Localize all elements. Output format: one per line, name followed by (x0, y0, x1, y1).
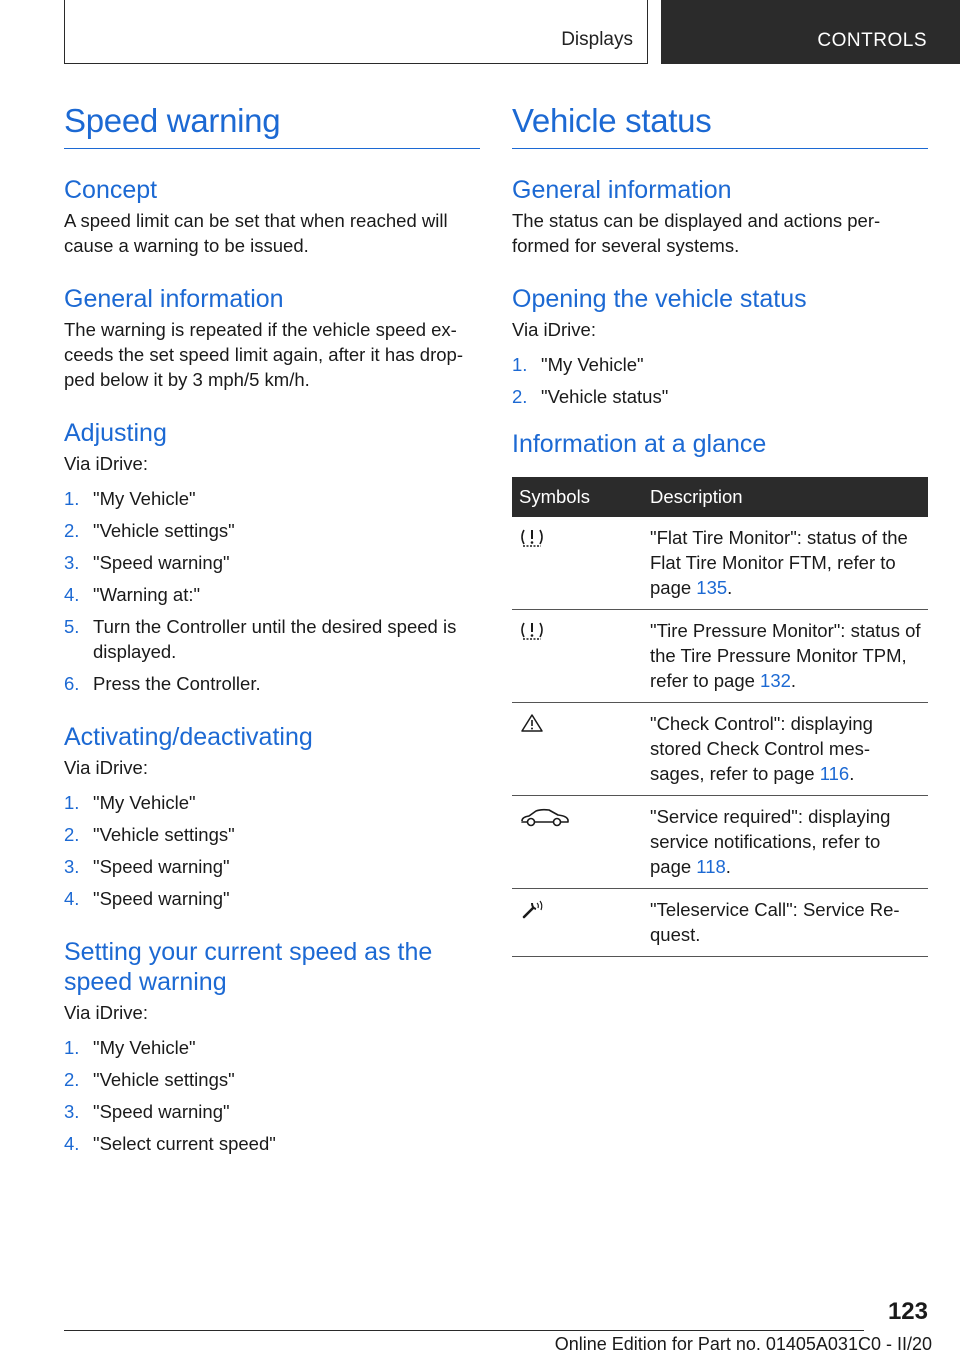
step-text: "My Vehicle" (93, 488, 196, 509)
step-text: "Speed warning" (93, 1101, 230, 1122)
step-text: "Speed warning" (93, 552, 230, 573)
footer-edition: Online Edition for Part no. 01405A031C0 - II/20 (554, 1334, 932, 1354)
activating-heading: Activating/deactivating (64, 723, 313, 751)
description-end: . (849, 763, 855, 784)
page-link[interactable]: 118 (696, 856, 726, 877)
table-row (512, 796, 928, 889)
list-item (64, 518, 480, 543)
list-item (64, 886, 480, 911)
list-item (64, 1131, 480, 1156)
general-info-text: The warning is repeated if the vehicle speed ex-ceeds the set speed limit again, after it has drop-ped below it by 3 mph/5 km/h. (64, 319, 463, 390)
description-end: . (725, 856, 731, 877)
step-text: "Vehicle settings" (93, 1069, 235, 1090)
page-number: 123 (887, 1298, 928, 1325)
description-end: . (790, 670, 797, 691)
current-speed-intro: Via iDrive: (64, 1002, 148, 1023)
step-text: "My Vehicle" (93, 792, 196, 813)
symbols-column-header: Symbols (512, 477, 643, 517)
right-column (512, 98, 928, 957)
step-number: 3. (64, 1101, 80, 1122)
step-number: 6. (64, 673, 80, 694)
step-text: "Speed warning" (93, 856, 230, 877)
left-column (64, 98, 480, 1163)
table-row (512, 610, 928, 703)
status-general-text: The status can be displayed and actions per-formed for several systems. (512, 210, 881, 256)
step-text: "Vehicle status" (541, 386, 669, 407)
tire-warning-icon (519, 620, 545, 640)
step-text: "Select current speed" (93, 1133, 276, 1154)
list-item (64, 671, 480, 696)
step-text: "Warning at:" (93, 584, 201, 605)
description-text: "Teleservice Call": Service Re-quest. (650, 899, 900, 945)
table-row (512, 517, 928, 610)
opening-heading: Opening the vehicle status (512, 285, 807, 313)
step-number: 1. (64, 792, 80, 813)
description-column-header: Description (643, 477, 928, 517)
list-item (64, 614, 480, 664)
adjusting-intro: Via iDrive: (64, 453, 148, 474)
step-number: 2. (512, 386, 528, 407)
description-text: "Service required": displaying service notifications, refer to page (650, 806, 891, 877)
step-text: "My Vehicle" (541, 354, 644, 375)
step-number: 5. (64, 616, 80, 637)
list-item (64, 1067, 480, 1092)
list-item (64, 790, 480, 815)
step-number: 3. (64, 856, 80, 877)
list-item (64, 582, 480, 607)
footer-divider (64, 1330, 864, 1331)
header-chapter-box (661, 0, 960, 64)
opening-steps (512, 352, 928, 409)
list-item (512, 352, 928, 377)
step-text: Turn the Controller until the desired speed is displayed. (93, 616, 457, 662)
list-item (64, 550, 480, 575)
step-number: 3. (64, 552, 80, 573)
status-general-heading: General information (512, 176, 732, 204)
list-item (64, 854, 480, 879)
step-number: 2. (64, 824, 80, 845)
general-info-heading: General information (64, 285, 284, 313)
header-section-box (64, 0, 648, 64)
header-section-title: Displays (561, 29, 633, 50)
list-item (64, 486, 480, 511)
table-row (512, 889, 928, 957)
glance-heading: Information at a glance (512, 430, 767, 458)
table-row (512, 703, 928, 796)
activating-intro: Via iDrive: (64, 757, 148, 778)
description-cell (643, 796, 928, 889)
description-text: "Check Control": displaying stored Check Control mes-sages, refer to page (650, 713, 873, 784)
description-cell (643, 610, 928, 703)
description-cell (643, 517, 928, 610)
list-item (64, 1035, 480, 1060)
page-link[interactable]: 132 (760, 670, 791, 691)
concept-heading: Concept (64, 176, 158, 204)
concept-text: A speed limit can be set that when reached will cause a warning to be issued. (64, 210, 448, 256)
step-text: "Speed warning" (93, 888, 230, 909)
adjusting-steps (64, 486, 480, 696)
step-number: 4. (64, 888, 80, 909)
description-end: . (727, 577, 733, 598)
step-number: 2. (64, 520, 80, 541)
step-text: Press the Controller. (93, 673, 261, 694)
step-number: 1. (512, 354, 528, 375)
step-number: 4. (64, 584, 80, 605)
list-item (64, 1099, 480, 1124)
description-cell (643, 703, 928, 796)
activating-steps (64, 790, 480, 911)
list-item (512, 384, 928, 409)
tire-warning-icon (519, 527, 545, 547)
step-text: "Vehicle settings" (93, 520, 235, 541)
symbols-table (512, 477, 928, 957)
opening-intro: Via iDrive: (512, 319, 596, 340)
step-number: 4. (64, 1133, 80, 1154)
vehicle-status-title: Vehicle status (512, 98, 928, 149)
step-number: 2. (64, 1069, 80, 1090)
step-number: 1. (64, 488, 80, 509)
step-text: "My Vehicle" (93, 1037, 196, 1058)
description-text: "Tire Pressure Monitor": status of the Tire Pressure Monitor TPM, refer to page (650, 620, 921, 691)
table-header-row (512, 477, 928, 517)
description-text: "Flat Tire Monitor": status of the Flat Tire Monitor FTM, refer to page (650, 527, 908, 598)
warning-triangle-icon (519, 713, 545, 733)
step-number: 1. (64, 1037, 80, 1058)
page-link[interactable]: 116 (819, 763, 850, 784)
current-speed-heading: Setting your current speed as the speed warning (64, 938, 433, 996)
car-icon (519, 806, 571, 828)
list-item (64, 822, 480, 847)
adjusting-heading: Adjusting (64, 419, 167, 447)
page-link[interactable]: 135 (696, 577, 728, 598)
speed-warning-title: Speed warning (64, 98, 480, 149)
header-chapter-title: CONTROLS (817, 30, 927, 51)
current-speed-steps (64, 1035, 480, 1156)
wrench-icon (519, 899, 545, 919)
description-cell (643, 889, 928, 957)
step-text: "Vehicle settings" (93, 824, 235, 845)
